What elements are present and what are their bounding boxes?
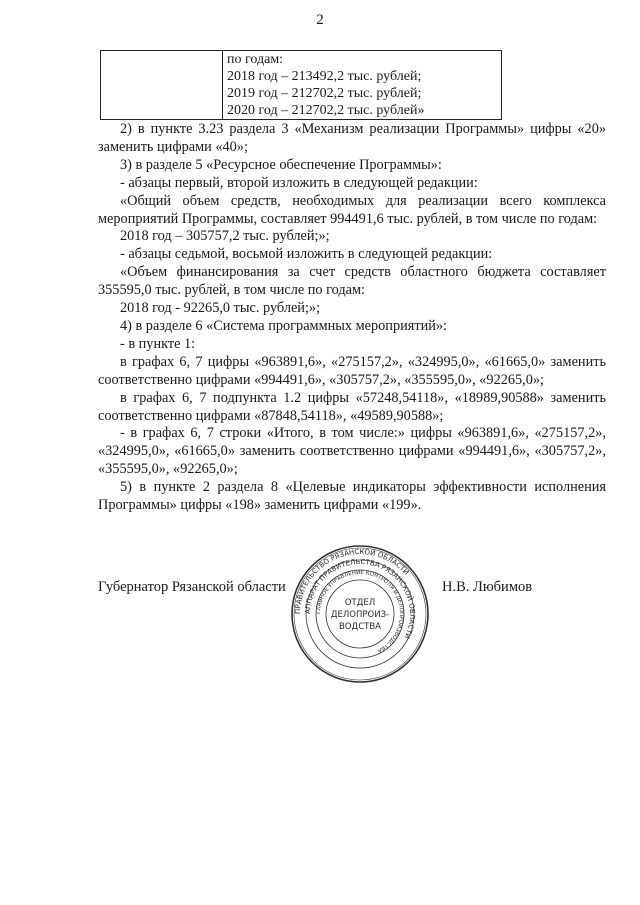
amendments-text [98, 121, 606, 515]
seal-ring-outer: ПРАВИТЕЛЬСТВО РЯЗАНСКОЙ ОБЛАСТИ [293, 547, 411, 615]
seal-ring-middle: АППАРАТ ПРАВИТЕЛЬСТВА РЯЗАНСКОЙ ОБЛАСТИ [303, 557, 417, 640]
paragraph-quote: 2018 год – 305757,2 тыс. рублей;»; [120, 228, 330, 245]
official-seal [290, 544, 430, 684]
table-fragment [100, 50, 502, 120]
paragraph-quote: «Общий объем средств, необходимых для реализации всего комплекса мероприятий Программы, составляет 994491,6 тыс. рублей, в том числе по годам: [98, 192, 606, 227]
paragraph-quote: 2018 год - 92265,0 тыс. рублей;»; [120, 300, 321, 317]
paragraph-replacement: в графах 6, 7 цифры «963891,6», «275157,2», «324995,0», «61665,0» заменить соответственно цифрами «994491,6», «305757,2», «355595,0», «92265,0»; [98, 353, 606, 388]
paragraph-quote: «Объем финансирования за счет средств областного бюджета составляет 355595,0 тыс. рублей, в том числе по годам: [98, 264, 606, 299]
seal-ring-inner: ГЛАВНОЕ УПРАВЛЕНИЕ КОНТРОЛЯ И ДЕЛОПРОИЗВОДСТВА [315, 569, 405, 654]
signatory-title: Губернатор Рязанской области [98, 579, 286, 595]
seal-center-line: ОТДЕЛ [344, 598, 376, 608]
paragraph-item-3: 3) в разделе 5 «Ресурсное обеспечение Программы»: [120, 156, 442, 173]
paragraph-replacement: в графах 6, 7 подпункта 1.2 цифры «57248,54118», «18989,90588» заменить соответственно цифрами «87848,54118», «49589,90588»; [98, 389, 606, 424]
page-number: 2 [316, 12, 324, 28]
paragraph-item-2: 2) в пункте 3.23 раздела 3 «Механизм реализации Программы» цифры «20» заменить цифрами «40»; [98, 121, 606, 155]
paragraph-replacement: - в графах 6, 7 строки «Итого, в том числе:» цифры «963891,6», «275157,2», «324995,0», «61665,0» заменить соответственно цифрами «994491,6», «305757,2», «355595,0», «92265,0»; [98, 425, 606, 478]
signatory-name: Н.В. Любимов [442, 579, 533, 595]
paragraph-item-5: 5) в пункте 2 раздела 8 «Целевые индикаторы эффективности исполнения Программы» цифры «198» заменить цифрами «199». [98, 479, 606, 514]
table-funding-cell [223, 51, 502, 120]
paragraph-subitem: - абзацы первый, второй изложить в следующей редакции: [120, 174, 478, 191]
table-line: 2019 год – 212702,2 тыс. рублей; [227, 86, 422, 101]
paragraph-item-4: 4) в разделе 6 «Система программных мероприятий»: [120, 317, 447, 334]
paragraph-subitem: - в пункте 1: [120, 335, 196, 352]
paragraph-subitem: - абзацы седьмой, восьмой изложить в следующей редакции: [120, 246, 493, 263]
table-line: 2018 год – 213492,2 тыс. рублей; [227, 69, 422, 84]
table-line: по годам: [227, 52, 284, 67]
seal-center-line: ДЕЛОПРОИЗ- [330, 610, 390, 620]
seal-center-line: ВОДСТВА [339, 622, 381, 632]
table-line: 2020 год – 212702,2 тыс. рублей» [227, 103, 425, 118]
table-empty-cell [101, 51, 223, 120]
